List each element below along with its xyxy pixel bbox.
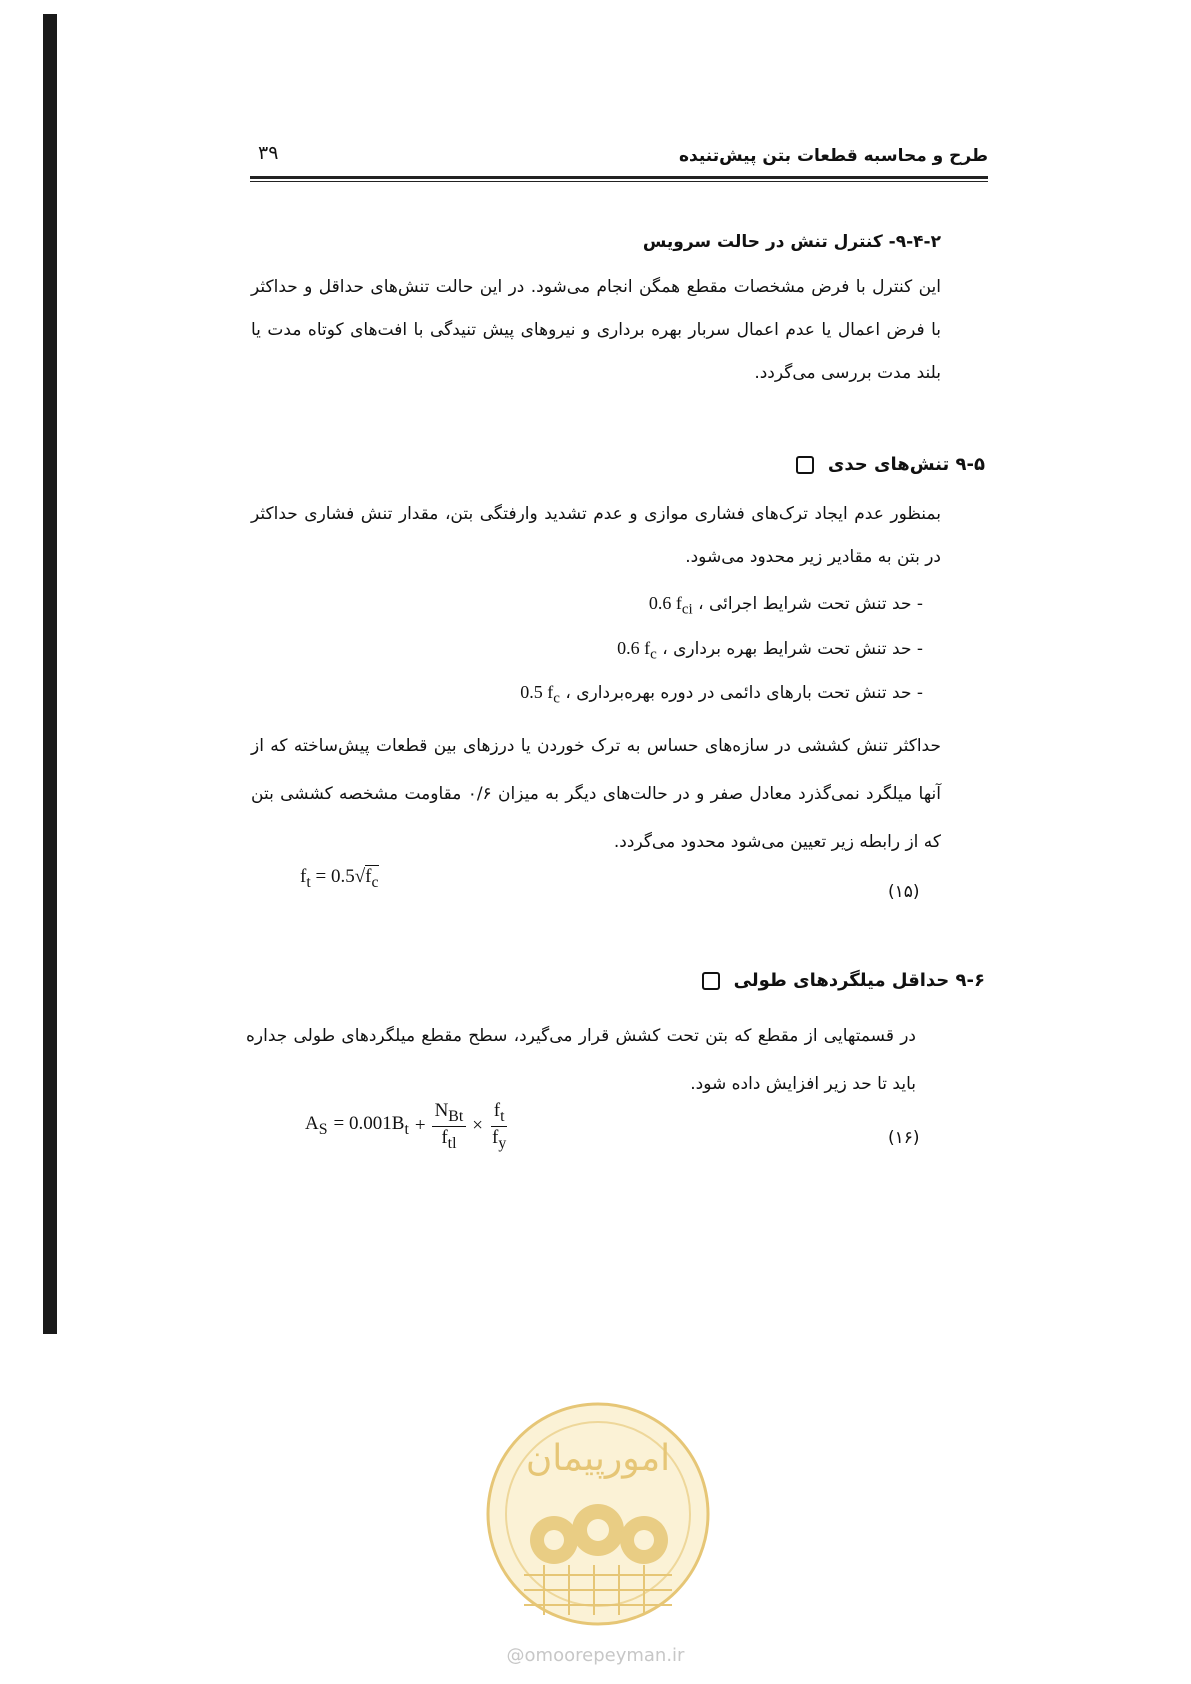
- limit-item-text: - حد تنش تحت شرایط اجرائی ،: [698, 594, 923, 614]
- limit-item-value: 0.5 $f_c$: [520, 682, 560, 707]
- subsection-paragraph: این کنترل با فرض مشخصات مقطع همگن انجام می‌شود. در این حالت تنش‌های حداقل و حداکثر با فرض اعمال یا عدم اعمال سربار بهره برداری و نیروهای پیش تنیدگی با افت‌های کوتاه مدت یا بلند مدت بررسی می‌گردد.: [251, 277, 941, 383]
- scan-edge-bar: [43, 14, 57, 1334]
- limit-item-text: - حد تنش تحت شرایط بهره برداری ،: [662, 639, 923, 659]
- limit-item: [617, 638, 923, 664]
- section-6-paragraph: در قسمتهایی از مقطع که بتن تحت کشش قرار می‌گیرد، سطح مقطع میلگردهای طولی جداره باید تا حد زیر افزایش داده شود.: [246, 1026, 916, 1094]
- fraction: $\frac{f_t}{f_y}$: [491, 1100, 507, 1152]
- section-5-heading: [796, 454, 985, 475]
- watermark: @omoorepeyman.ir: [506, 1645, 685, 1666]
- section-6-heading: [702, 970, 985, 991]
- header-rule: [250, 176, 988, 179]
- page-header: [250, 140, 988, 190]
- section-5-title: ۹-۵ تنش‌های حدی: [827, 454, 985, 475]
- checkbox-icon: [702, 972, 720, 990]
- equation-16: $A_S$ = $0.001B_t$ + $\frac{N_{Bt}}{f_{tl}}$ × $\frac{f_t}{f_y}$: [305, 1100, 509, 1153]
- running-title: طرح و محاسبه قطعات بتن پیش‌تنیده: [679, 146, 988, 166]
- limit-item: [649, 593, 923, 619]
- equation-16-number: (۱۶): [888, 1128, 920, 1148]
- equation-15-number: (۱۵): [888, 882, 920, 902]
- equation-15: $f_t = 0.5√f_c$: [300, 866, 379, 891]
- limit-item: [520, 682, 923, 708]
- header-rule-thin: [250, 181, 988, 182]
- section-5-paragraph: حداکثر تنش کششی در سازه‌های حساس به ترک خوردن یا درزهای بین قطعات پیش‌ساخته که از آنها میلگرد نمی‌گذرد معادل صفر و در حالت‌های دیگر به میزان ۰/۶ مقاومت مشخصه کششی بتن که از رابطه زیر تعیین می‌شود محدود می‌گردد.: [251, 736, 941, 852]
- limit-item-text: - حد تنش تحت بارهای دائمی در دوره بهره‌برداری ،: [565, 683, 923, 703]
- limit-item-value: 0.6 $f_c$: [617, 638, 657, 663]
- publisher-stamp-logo: [484, 1400, 712, 1628]
- subsection-heading: ۹-۴-۲- کنترل تنش در حالت سرویس: [642, 232, 941, 252]
- checkbox-icon: [796, 456, 814, 474]
- limit-item-value: 0.6 $f_{ci}$: [648, 593, 693, 618]
- section-5-intro: بمنظور عدم ایجاد ترک‌های فشاری موازی و عدم تشدید وارفتگی بتن، مقدار تنش فشاری حداکثر در بتن به مقادیر زیر محدود می‌شود.: [251, 504, 941, 567]
- fraction: $\frac{N_{Bt}}{f_{tl}}$: [432, 1100, 467, 1153]
- stamp-lettering: امورپیمان: [525, 1438, 671, 1479]
- page-number: ۳۹: [258, 142, 279, 164]
- section-6-title: ۹-۶ حداقل میلگردهای طولی: [733, 970, 985, 991]
